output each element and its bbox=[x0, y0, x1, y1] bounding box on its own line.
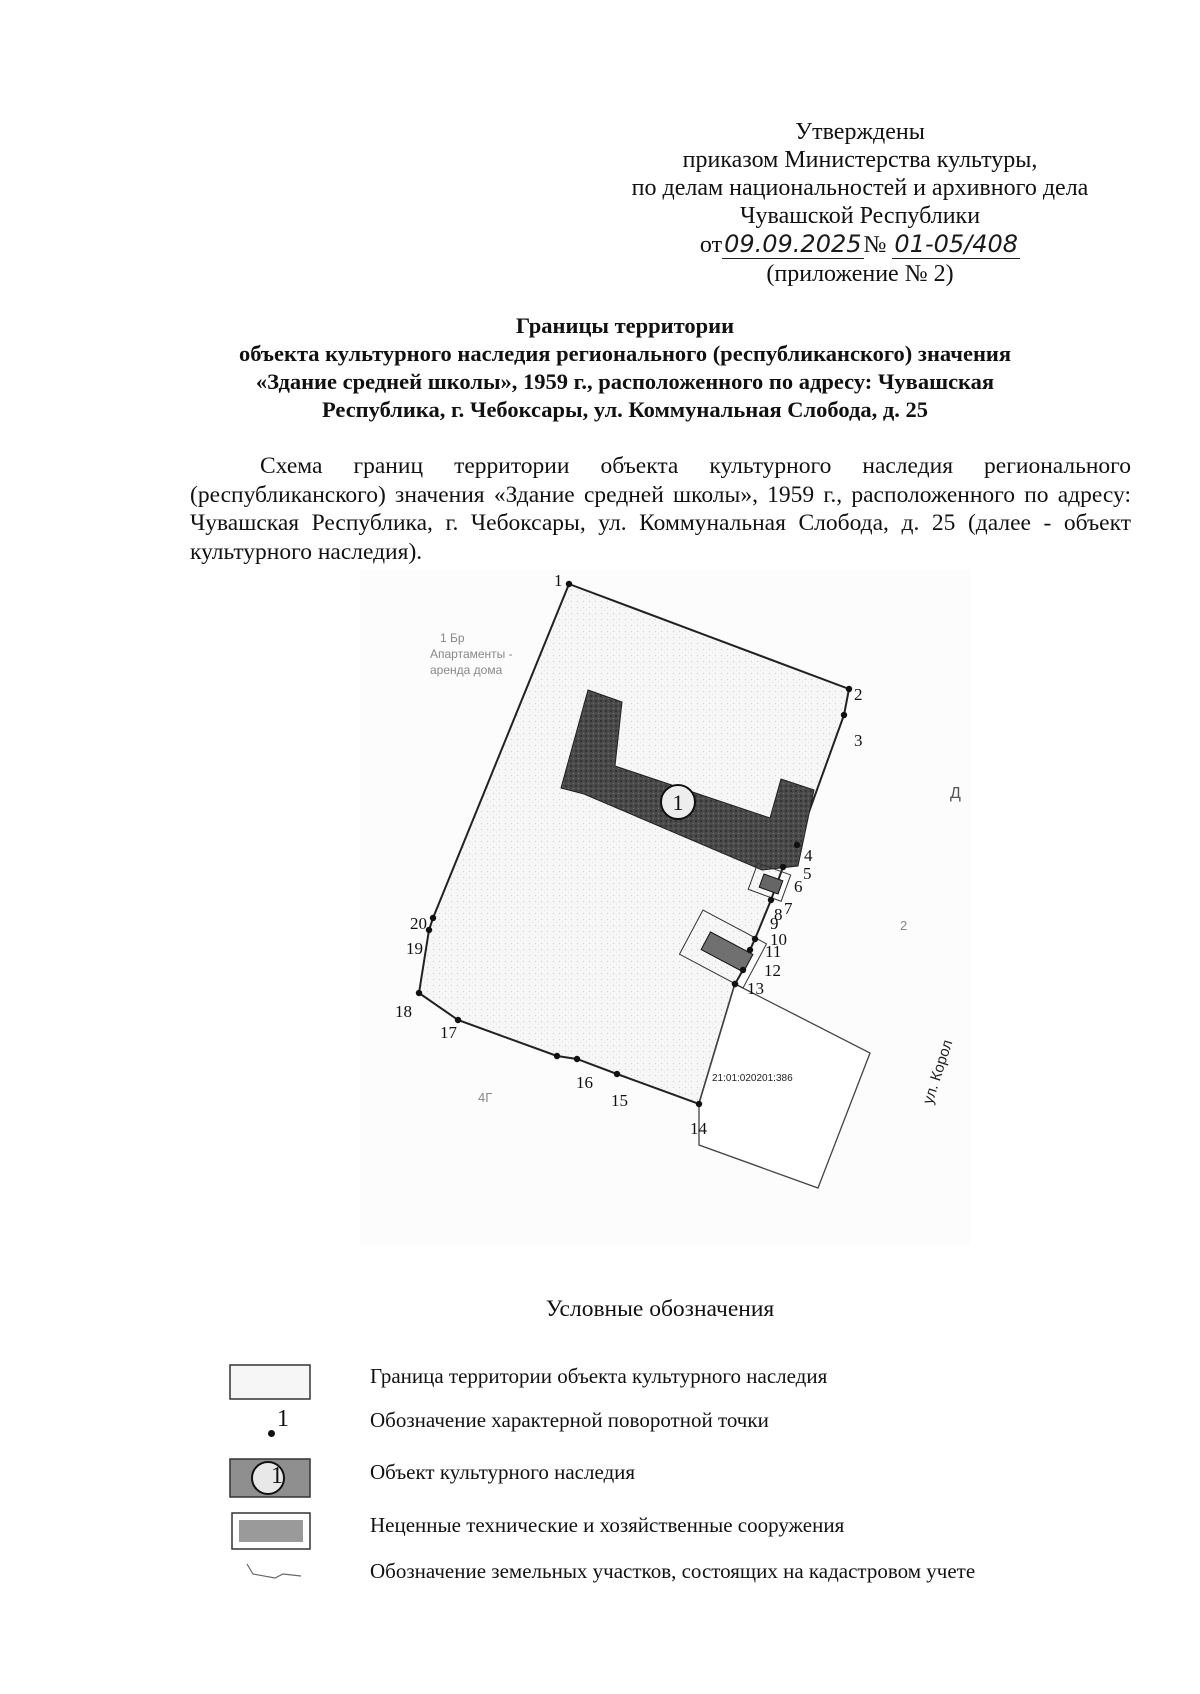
title-line-1: Границы территории bbox=[515, 313, 735, 338]
turning-point-label-19: 19 bbox=[406, 939, 423, 958]
approval-number: 01-05/408 bbox=[894, 230, 1019, 258]
turning-point-label-14: 14 bbox=[690, 1119, 707, 1138]
turning-point-marker-19 bbox=[732, 981, 738, 987]
legend-item-cadastral: Обозначение земельных участков, состоящих на кадастровом учете bbox=[370, 1559, 976, 1583]
turning-point-marker-3 bbox=[841, 712, 847, 718]
turning-point-label-6: 6 bbox=[794, 877, 803, 896]
approval-date-number bbox=[580, 230, 1140, 260]
legend-title: Условные обозначения bbox=[545, 1296, 775, 1322]
turning-point-label-10: 10 bbox=[770, 930, 787, 949]
legend-point-symbol bbox=[268, 1406, 308, 1446]
number-sign: № bbox=[863, 232, 887, 258]
scheme-description: Схема границ территории объекта культурного наследия регионального (республиканского) значения «Здание средней школы», 1959 г., расположенного по адресу: Чувашская Республика, г. Чебоксары, ул. Коммунальная Слобода, д. 25 (далее - объект культурного наследия). bbox=[190, 453, 1131, 565]
date-prefix: от bbox=[699, 232, 723, 258]
point-dot-icon bbox=[268, 1430, 275, 1437]
legend-item-boundary: Граница территории объекта культурного наследия bbox=[370, 1364, 828, 1388]
approval-date: 09.09.2025 bbox=[724, 230, 862, 258]
turning-point-marker-18 bbox=[430, 915, 436, 921]
svg-text:Апартаменты -: Апартаменты - bbox=[430, 647, 513, 661]
turning-point-marker-12 bbox=[614, 1071, 620, 1077]
turning-point-marker-8 bbox=[747, 947, 753, 953]
turning-point-label-9: 9 bbox=[770, 914, 779, 933]
street-label: ул. Корол bbox=[919, 1037, 957, 1107]
document-title bbox=[150, 312, 1100, 424]
title-line-4: Республика, г. Чебоксары, ул. Коммунальная Слобода, д. 25 bbox=[321, 397, 928, 422]
legend-cadastral-symbol bbox=[245, 1558, 305, 1588]
title-line-3: «Здание средней школы», 1959 г., расположенного по адресу: Чувашская bbox=[255, 369, 995, 394]
turning-point-marker-4 bbox=[794, 842, 800, 848]
turning-point-marker-9 bbox=[740, 967, 746, 973]
turning-point-marker-1 bbox=[566, 581, 572, 587]
legend-item-utility: Неценные технические и хозяйственные сооружения bbox=[370, 1513, 845, 1537]
turning-point-marker-16 bbox=[416, 990, 422, 996]
turning-point-marker-2 bbox=[846, 686, 852, 692]
turning-point-label-2: 2 bbox=[854, 685, 863, 704]
turning-point-marker-5 bbox=[780, 864, 786, 870]
svg-text:2: 2 bbox=[900, 918, 908, 933]
turning-point-label-8: 8 bbox=[774, 905, 783, 924]
turning-point-label-7: 7 bbox=[784, 899, 793, 918]
turning-point-label-4: 4 bbox=[804, 846, 813, 865]
svg-text:аренда дома: аренда дома bbox=[430, 663, 503, 677]
svg-text:1 Бр: 1 Бр bbox=[440, 631, 465, 645]
turning-point-label-5: 5 bbox=[803, 864, 812, 883]
approval-line-3: по делам национальностей и архивного дела bbox=[631, 175, 1089, 201]
turning-point-marker-13 bbox=[574, 1056, 580, 1062]
approval-line-1: Утверждены bbox=[795, 119, 925, 145]
turning-point-label-13: 13 bbox=[747, 979, 764, 998]
turning-point-marker-7 bbox=[752, 936, 758, 942]
approval-line-4: Чувашской Республики bbox=[739, 203, 981, 229]
boundary-scheme-map bbox=[360, 570, 970, 1245]
turning-point-label-3: 3 bbox=[854, 731, 863, 750]
turning-point-marker-6 bbox=[768, 897, 774, 903]
object-marker-label: 1 bbox=[672, 790, 684, 815]
turning-point-label-17: 17 bbox=[440, 1023, 457, 1042]
legend-utility-symbol bbox=[231, 1512, 311, 1550]
svg-text:4Г: 4Г bbox=[478, 1090, 493, 1105]
cadastral-number: 21:01:020201:386 bbox=[712, 1073, 793, 1084]
legend-item-point: Обозначение характерной поворотной точки bbox=[370, 1408, 769, 1432]
turning-point-label-11: 11 bbox=[765, 942, 782, 961]
turning-point-label-15: 15 bbox=[611, 1091, 628, 1110]
svg-text:Д: Д bbox=[950, 785, 961, 802]
legend-boundary-symbol bbox=[229, 1364, 311, 1402]
turning-point-label-18: 18 bbox=[395, 1002, 412, 1021]
legend-item-object: Объект культурного наследия bbox=[370, 1460, 636, 1484]
approval-attachment: (приложение № 2) bbox=[766, 261, 954, 287]
point-label: 1 bbox=[277, 1406, 289, 1432]
turning-point-label-12: 12 bbox=[764, 961, 781, 980]
turning-point-marker-14 bbox=[554, 1053, 560, 1059]
approval-line-2: приказом Министерства культуры, bbox=[682, 147, 1038, 173]
turning-point-label-16: 16 bbox=[576, 1073, 593, 1092]
object-symbol-label: 1 bbox=[271, 1463, 283, 1489]
turning-point-marker-11 bbox=[696, 1101, 702, 1107]
turning-point-label-1: 1 bbox=[554, 571, 563, 590]
turning-point-label-20: 20 bbox=[410, 914, 427, 933]
title-line-2: объекта культурного наследия регионального (республиканского) значения bbox=[238, 341, 1012, 366]
approval-block bbox=[580, 118, 1140, 288]
